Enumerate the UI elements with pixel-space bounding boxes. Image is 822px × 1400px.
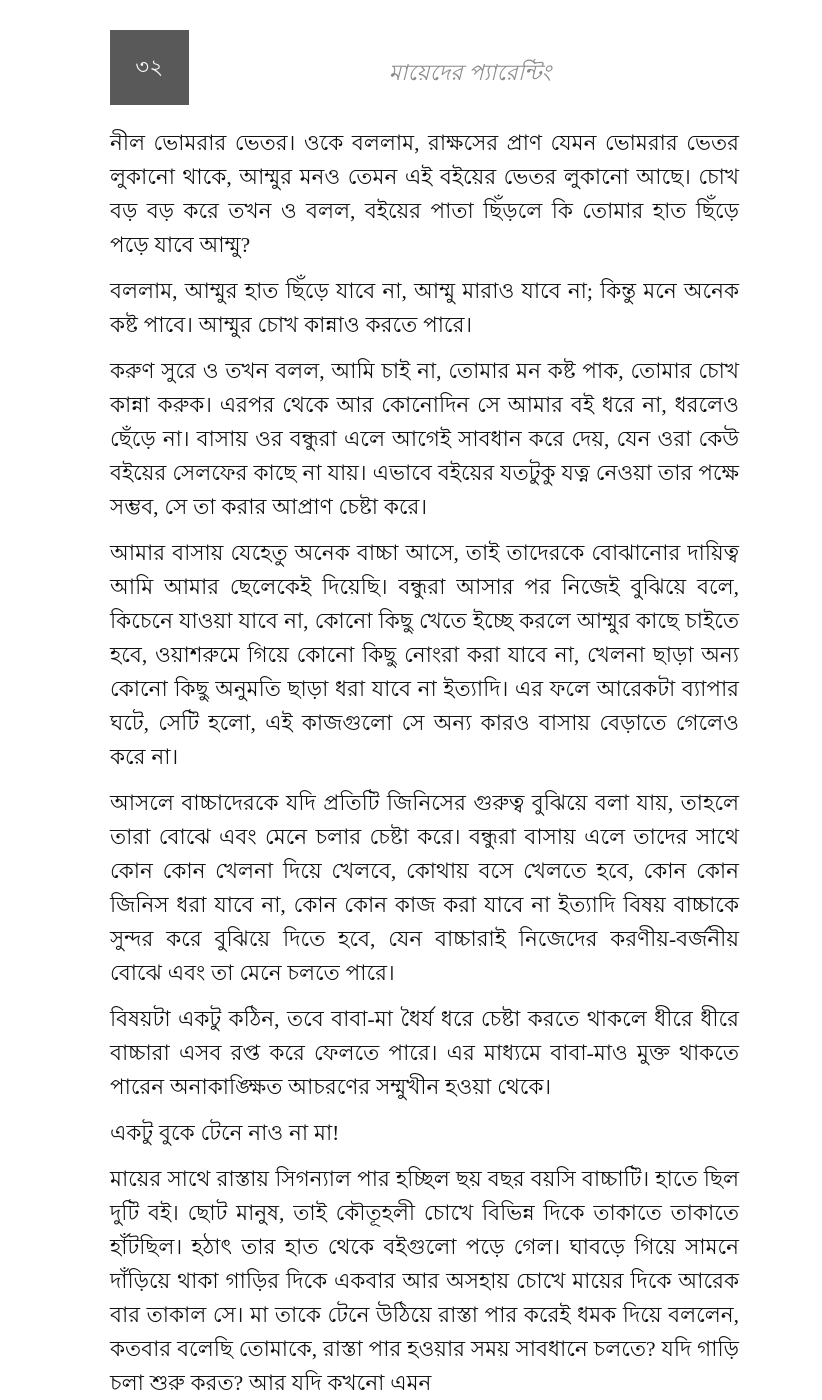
- page-header: [0, 0, 822, 112]
- page-number: ৩২: [135, 55, 164, 79]
- paragraph-6: বিষয়টা একটু কঠিন, তবে বাবা-মা ধৈর্য ধরে চেষ্টা করতে থাকলে ধীরে ধীরে বাচ্চারা এসব রপ্ত করে ফেলতে পারে। এর মাধ্যমে বাবা-মাও মুক্ত থাকতে পারেন অনাকাঙ্ক্ষিত আচরণের সম্মুখীন হওয়া থেকে।: [110, 1007, 739, 1099]
- paragraph-2: বললাম, আম্মুর হাত ছিঁড়ে যাবে না, আম্মু মারাও যাবে না; কিন্তু মনে অনেক কষ্ট পাবে। আম্মুর চোখ কান্নাও করতে পারে।: [110, 279, 739, 337]
- paragraph-1: নীল ভোমরার ভেতর। ওকে বললাম, রাক্ষসের প্রাণ যেমন ভোমরার ভেতর লুকানো থাকে, আম্মুর মনও তেমন এই বইয়ের ভেতর লুকানো আছে। চোখ বড় বড় করে তখন ও বলল, বইয়ের পাতা ছিঁড়লে কি তোমার হাত ছিঁড়ে পড়ে যাবে আম্মু?: [110, 131, 739, 257]
- paragraph-8: মায়ের সাথে রাস্তায় সিগন্যাল পার হচ্ছিল ছয় বছর বয়সি বাচ্চাটি। হাতে ছিল দুটি বই। ছোট মানুষ, তাই কৌতূহলী চোখে বিভিন্ন দিকে তাকাতে তাকাতে হাঁটছিল। হঠাৎ তার হাত থেকে বইগুলো পড়ে গেল। ঘাবড়ে গিয়ে সামনে দাঁড়িয়ে থাকা গাড়ির দিকে একবার আর অসহায় চোখে মায়ের দিকে আরেক বার তাকাল সে। মা তাকে টেনে উঠিয়ে রাস্তা পার করেই ধমক দিয়ে বললেন, কতবার বলেছি তোমাকে, রাস্তা পার হওয়ার সময় সাবধানে চলতে? যদি গাড়ি চলা শুরু করত? আর যদি কখনো এমন: [110, 1167, 739, 1395]
- running-title: মায়েদের প্যারেন্টিং: [388, 60, 552, 85]
- page-number-block: [110, 30, 189, 105]
- paragraph-5: আসলে বাচ্চাদেরকে যদি প্রতিটি জিনিসের গুরুত্ব বুঝিয়ে বলা যায়, তাহলে তারা বোঝে এবং মেনে চলার চেষ্টা করে। বন্ধুরা বাসায় এলে তাদের সাথে কোন কোন খেলনা দিয়ে খেলবে, কোথায় বসে খেলতে হবে, কোন কোন জিনিস ধরা যাবে না, কোন কোন কাজ করা যাবে না ইত্যাদি বিষয় বাচ্চাকে সুন্দর করে বুঝিয়ে দিতে হবে, যেন বাচ্চারাই নিজেদের করণীয়-বর্জনীয় বোঝে এবং তা মেনে চলতে পারে।: [110, 791, 739, 985]
- paragraph-7-callout: একটু বুকে টেনে নাও না মা!: [110, 1121, 340, 1145]
- body-text-column: [110, 126, 739, 1400]
- paragraph-3: করুণ সুরে ও তখন বলল, আমি চাই না, তোমার মন কষ্ট পাক, তোমার চোখ কান্না করুক। এরপর থেকে আর কোনোদিন সে আমার বই ধরে না, ধরলেও ছেঁড়ে না। বাসায় ওর বন্ধুরা এলে আগেই সাবধান করে দেয়, যেন ওরা কেউ বইয়ের সেলফের কাছে না যায়। এভাবে বইয়ের যতটুকু যত্ন নেওয়া তার পক্ষে সম্ভব, সে তা করার আপ্রাণ চেষ্টা করে।: [110, 359, 740, 519]
- paragraph-4: আমার বাসায় যেহেতু অনেক বাচ্চা আসে, তাই তাদেরকে বোঝানোর দায়িত্ব আমি আমার ছেলেকেই দিয়েছি। বন্ধুরা আসার পর নিজেই বুঝিয়ে বলে, কিচেনে যাওয়া যাবে না, কোনো কিছু খেতে ইচ্ছে করলে আম্মুর কাছে চাইতে হবে, ওয়াশরুমে গিয়ে কোনো কিছু নোংরা করা যাবে না, খেলনা ছাড়া অন্য কোনো কিছু অনুমতি ছাড়া ধরা যাবে না ইত্যাদি। এর ফলে আরেকটা ব্যাপার ঘটে, সেটি হলো, এই কাজগুলো সে অন্য কারও বাসায় বেড়াতে গেলেও করে না।: [110, 541, 739, 769]
